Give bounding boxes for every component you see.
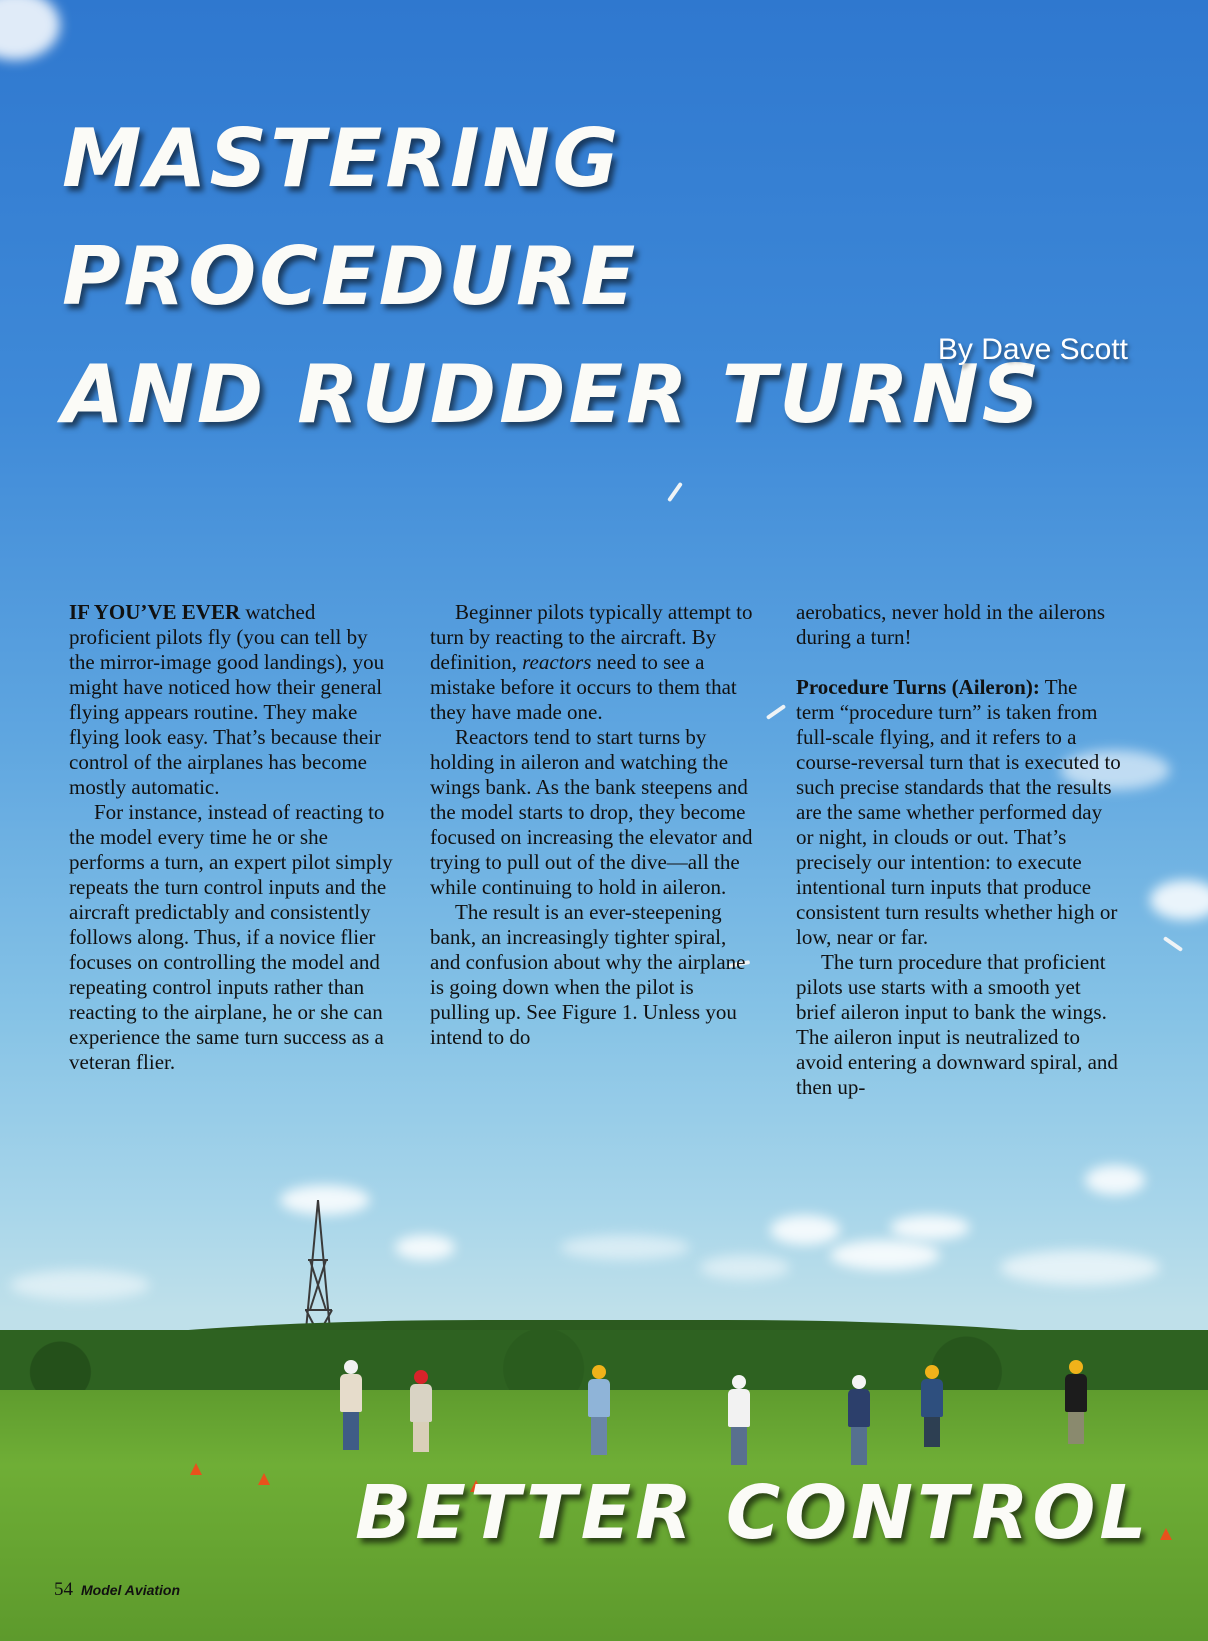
pilot-figure — [921, 1365, 943, 1447]
paragraph: Procedure Turns (Aileron): The term “procedure turn” is taken from full-scale flying, and it refers to a course-reversal turn that is executed to such precise standards that the results are the same whether performed day or night, in clouds or out. That’s precisely our intention: to execute intentional turn inputs that produce consistent turn results whether high or low, near or far. — [796, 675, 1121, 949]
paragraph: The turn procedure that proficient pilots use starts with a smooth yet brief aileron input to bank the wings. The aileron input is neutralized to avoid entering a downward spiral, and then up- — [796, 950, 1118, 1099]
cloud — [1085, 1165, 1145, 1195]
paragraph: For instance, instead of reacting to the model every time he or she performs a turn, an expert pilot simply repeats the turn control inputs and the aircraft predictably and consistently follows along. Thus, if a novice flier focuses on controlling the model and repeating control inputs rather than reacting to the airplane, he or she can experience the same turn success as a veteran flier. — [69, 800, 393, 1074]
pilot-figure — [1065, 1360, 1087, 1444]
pilot-figure — [728, 1375, 750, 1465]
cloud — [1000, 1250, 1160, 1285]
magazine-name: Model Aviation — [81, 1582, 181, 1598]
page-number: 54 — [54, 1579, 73, 1600]
byline: By Dave Scott — [937, 333, 1128, 366]
pilot-figure — [340, 1360, 362, 1450]
cloud — [395, 1235, 455, 1260]
paragraph: aerobatics, never hold in the ailerons during a turn! — [796, 600, 1106, 649]
title-line-1: MASTERING PROCEDURE — [62, 112, 639, 323]
text-column-2 — [430, 600, 755, 1050]
model-airplane — [1163, 936, 1183, 952]
cloud — [770, 1215, 840, 1245]
paragraph: IF YOU’VE EVER watched proficient pilots fly (you can tell by the mirror-image good landings), you might have noticed how their general flying appears routine. They make flying look easy. That’s because their control of the airplanes has become mostly automatic. — [69, 600, 385, 799]
cloud — [1150, 880, 1208, 920]
paragraph: Reactors tend to start turns by holding in aileron and watching the wings bank. As the bank steepens and the model starts to drop, they become focused on increasing the elevator and trying to pull out of the dive—all the while continuing to hold in aileron. — [430, 725, 753, 899]
article-title — [62, 100, 1162, 454]
field-cone — [258, 1473, 270, 1485]
page-folio — [54, 1579, 180, 1601]
pilot-figure — [588, 1365, 610, 1455]
paragraph: Beginner pilots typically attempt to turn by reacting to the aircraft. By definition, reactors need to see a mistake before it occurs to them that they have made one. — [430, 600, 753, 724]
model-airplane — [766, 704, 786, 720]
kicker-headline: BETTER CONTROL — [355, 1470, 1151, 1556]
field-cone — [190, 1463, 202, 1475]
text-column-1 — [69, 600, 394, 1075]
pilot-figure — [410, 1370, 432, 1452]
title-line-2: AND RUDDER TURNS — [62, 348, 1043, 441]
lead-in: IF YOU’VE EVER — [69, 600, 241, 624]
cloud — [890, 1215, 970, 1240]
cloud — [700, 1255, 790, 1280]
paragraph: The result is an ever-steepening bank, an increasingly tighter spiral, and confusion about why the airplane is going down when the pilot is pulling up. See Figure 1. Unless you intend to do — [430, 900, 746, 1049]
model-airplane — [667, 482, 683, 502]
emphasis: reactors — [522, 650, 592, 674]
text-column-3 — [796, 600, 1121, 1100]
section-heading: Procedure Turns (Aileron): — [796, 675, 1040, 699]
pilot-figure — [848, 1375, 870, 1465]
cloud — [830, 1240, 940, 1270]
cloud — [10, 1270, 150, 1300]
field-cone — [1160, 1528, 1172, 1540]
cloud — [560, 1235, 690, 1260]
cloud — [0, 0, 60, 60]
